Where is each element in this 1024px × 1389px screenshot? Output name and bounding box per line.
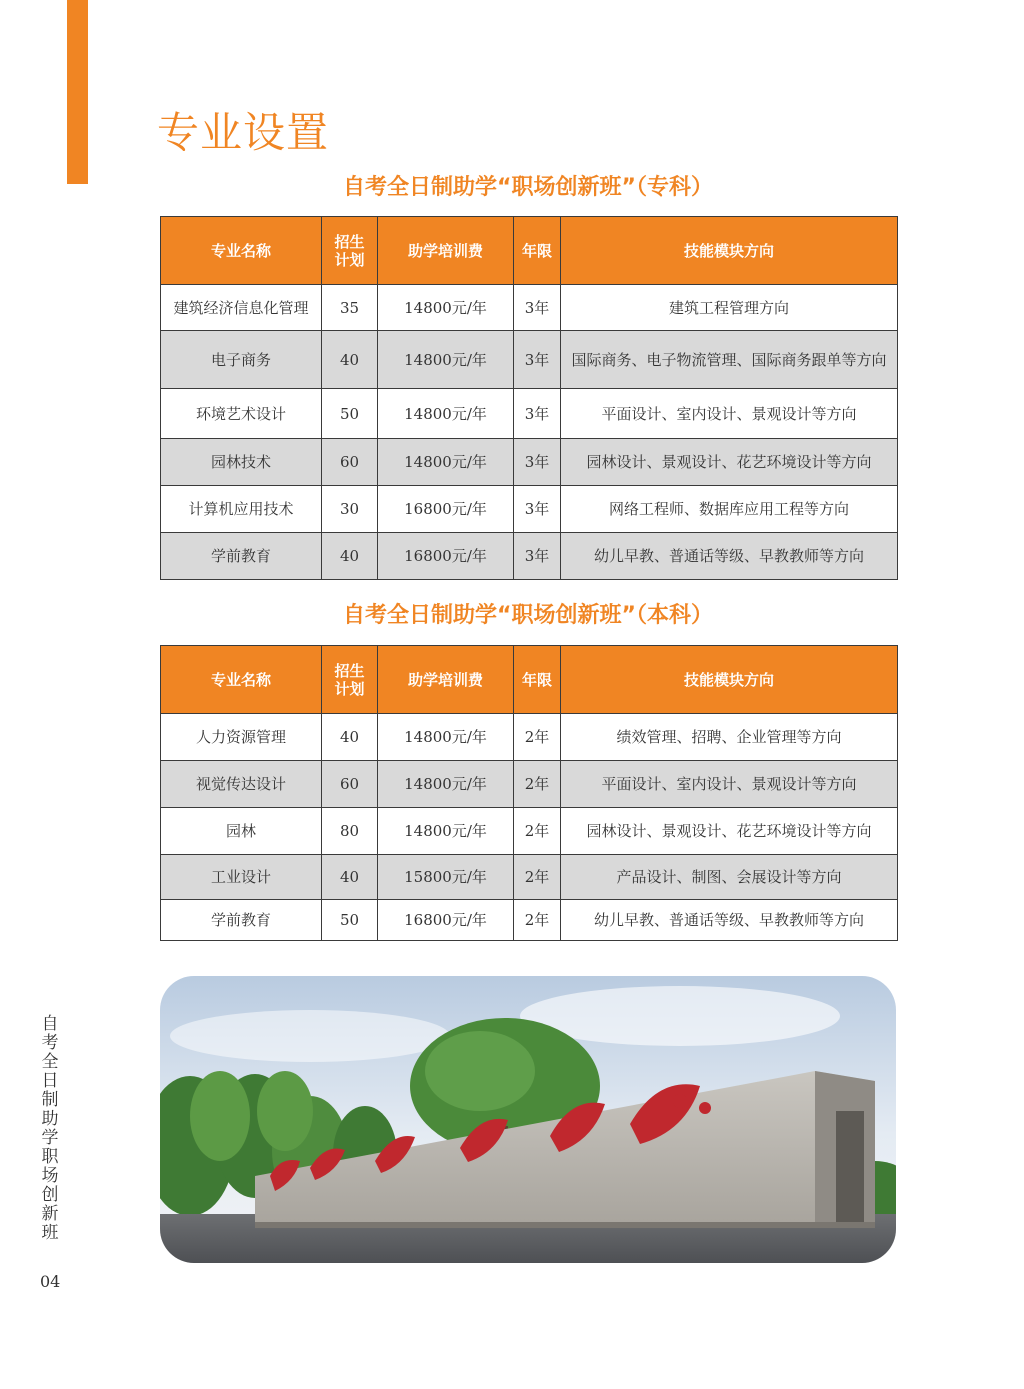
table-row [161,855,898,900]
header-major: 专业名称 [161,217,322,285]
table-row [161,533,898,580]
years-cell: 3年 [514,533,561,580]
accent-bar [67,0,88,184]
plan-cell: 35 [322,285,378,331]
page-number: 04 [40,1272,61,1291]
plan-cell: 50 [322,389,378,439]
header-plan-label: 招生计划 [334,661,365,698]
fee-cell: 14800元/年 [378,285,514,331]
zhuanke-table-title: 自考全日制助学“职场创新班”（专科） [343,175,713,200]
fee-cell: 14800元/年 [378,808,514,855]
direction-cell: 园林设计、景观设计、花艺环境设计等方向 [561,439,898,486]
page-title: 专业设置 [157,108,330,157]
years-cell: 2年 [514,900,561,941]
years-cell: 3年 [514,439,561,486]
years-cell: 2年 [514,808,561,855]
major-cell: 工业设计 [161,855,322,900]
campus-gate-illustration [160,976,896,1263]
fee-cell: 15800元/年 [378,855,514,900]
plan-cell: 40 [322,714,378,761]
table-header-row [161,646,898,714]
fee-cell: 14800元/年 [378,439,514,486]
table-row [161,439,898,486]
plan-cell: 80 [322,808,378,855]
major-cell: 园林技术 [161,439,322,486]
plan-cell: 50 [322,900,378,941]
table-row [161,900,898,941]
direction-cell: 平面设计、室内设计、景观设计等方向 [561,389,898,439]
header-plan [322,646,378,714]
plan-cell: 40 [322,855,378,900]
table-row [161,808,898,855]
years-cell: 3年 [514,486,561,533]
major-cell: 环境艺术设计 [161,389,322,439]
major-cell: 建筑经济信息化管理 [161,285,322,331]
years-cell: 2年 [514,855,561,900]
header-major: 专业名称 [161,646,322,714]
direction-cell: 网络工程师、数据库应用工程等方向 [561,486,898,533]
direction-cell: 产品设计、制图、会展设计等方向 [561,855,898,900]
major-cell: 电子商务 [161,331,322,389]
fee-cell: 16800元/年 [378,486,514,533]
direction-cell: 国际商务、电子物流管理、国际商务跟单等方向 [561,331,898,389]
years-cell: 3年 [514,331,561,389]
fee-cell: 14800元/年 [378,761,514,808]
side-caption: 自考全日制助学职场创新班 [41,1014,59,1243]
table-row [161,389,898,439]
direction-cell: 建筑工程管理方向 [561,285,898,331]
major-cell: 学前教育 [161,900,322,941]
plan-cell: 60 [322,439,378,486]
table-row [161,714,898,761]
direction-cell: 幼儿早教、普通话等级、早教教师等方向 [561,533,898,580]
header-fee: 助学培训费 [378,646,514,714]
header-plan-label: 招生计划 [334,232,365,269]
table-row [161,486,898,533]
fee-cell: 14800元/年 [378,331,514,389]
years-cell: 3年 [514,389,561,439]
major-cell: 人力资源管理 [161,714,322,761]
benke-table [160,645,898,941]
campus-gate-photo [160,976,896,1263]
direction-cell: 平面设计、室内设计、景观设计等方向 [561,761,898,808]
header-direction: 技能模块方向 [561,217,898,285]
table-row [161,285,898,331]
fee-cell: 14800元/年 [378,714,514,761]
direction-cell: 幼儿早教、普通话等级、早教教师等方向 [561,900,898,941]
table-row [161,761,898,808]
table-header-row [161,217,898,285]
benke-table-title: 自考全日制助学“职场创新班”（本科） [343,603,713,628]
years-cell: 2年 [514,761,561,808]
fee-cell: 14800元/年 [378,389,514,439]
header-plan [322,217,378,285]
major-cell: 计算机应用技术 [161,486,322,533]
header-years: 年限 [514,646,561,714]
years-cell: 2年 [514,714,561,761]
zhuanke-table [160,216,898,580]
fee-cell: 16800元/年 [378,533,514,580]
plan-cell: 60 [322,761,378,808]
plan-cell: 40 [322,533,378,580]
major-cell: 学前教育 [161,533,322,580]
major-cell: 视觉传达设计 [161,761,322,808]
header-direction: 技能模块方向 [561,646,898,714]
direction-cell: 园林设计、景观设计、花艺环境设计等方向 [561,808,898,855]
header-years: 年限 [514,217,561,285]
plan-cell: 40 [322,331,378,389]
years-cell: 3年 [514,285,561,331]
direction-cell: 绩效管理、招聘、企业管理等方向 [561,714,898,761]
fee-cell: 16800元/年 [378,900,514,941]
header-fee: 助学培训费 [378,217,514,285]
major-cell: 园林 [161,808,322,855]
plan-cell: 30 [322,486,378,533]
table-row [161,331,898,389]
